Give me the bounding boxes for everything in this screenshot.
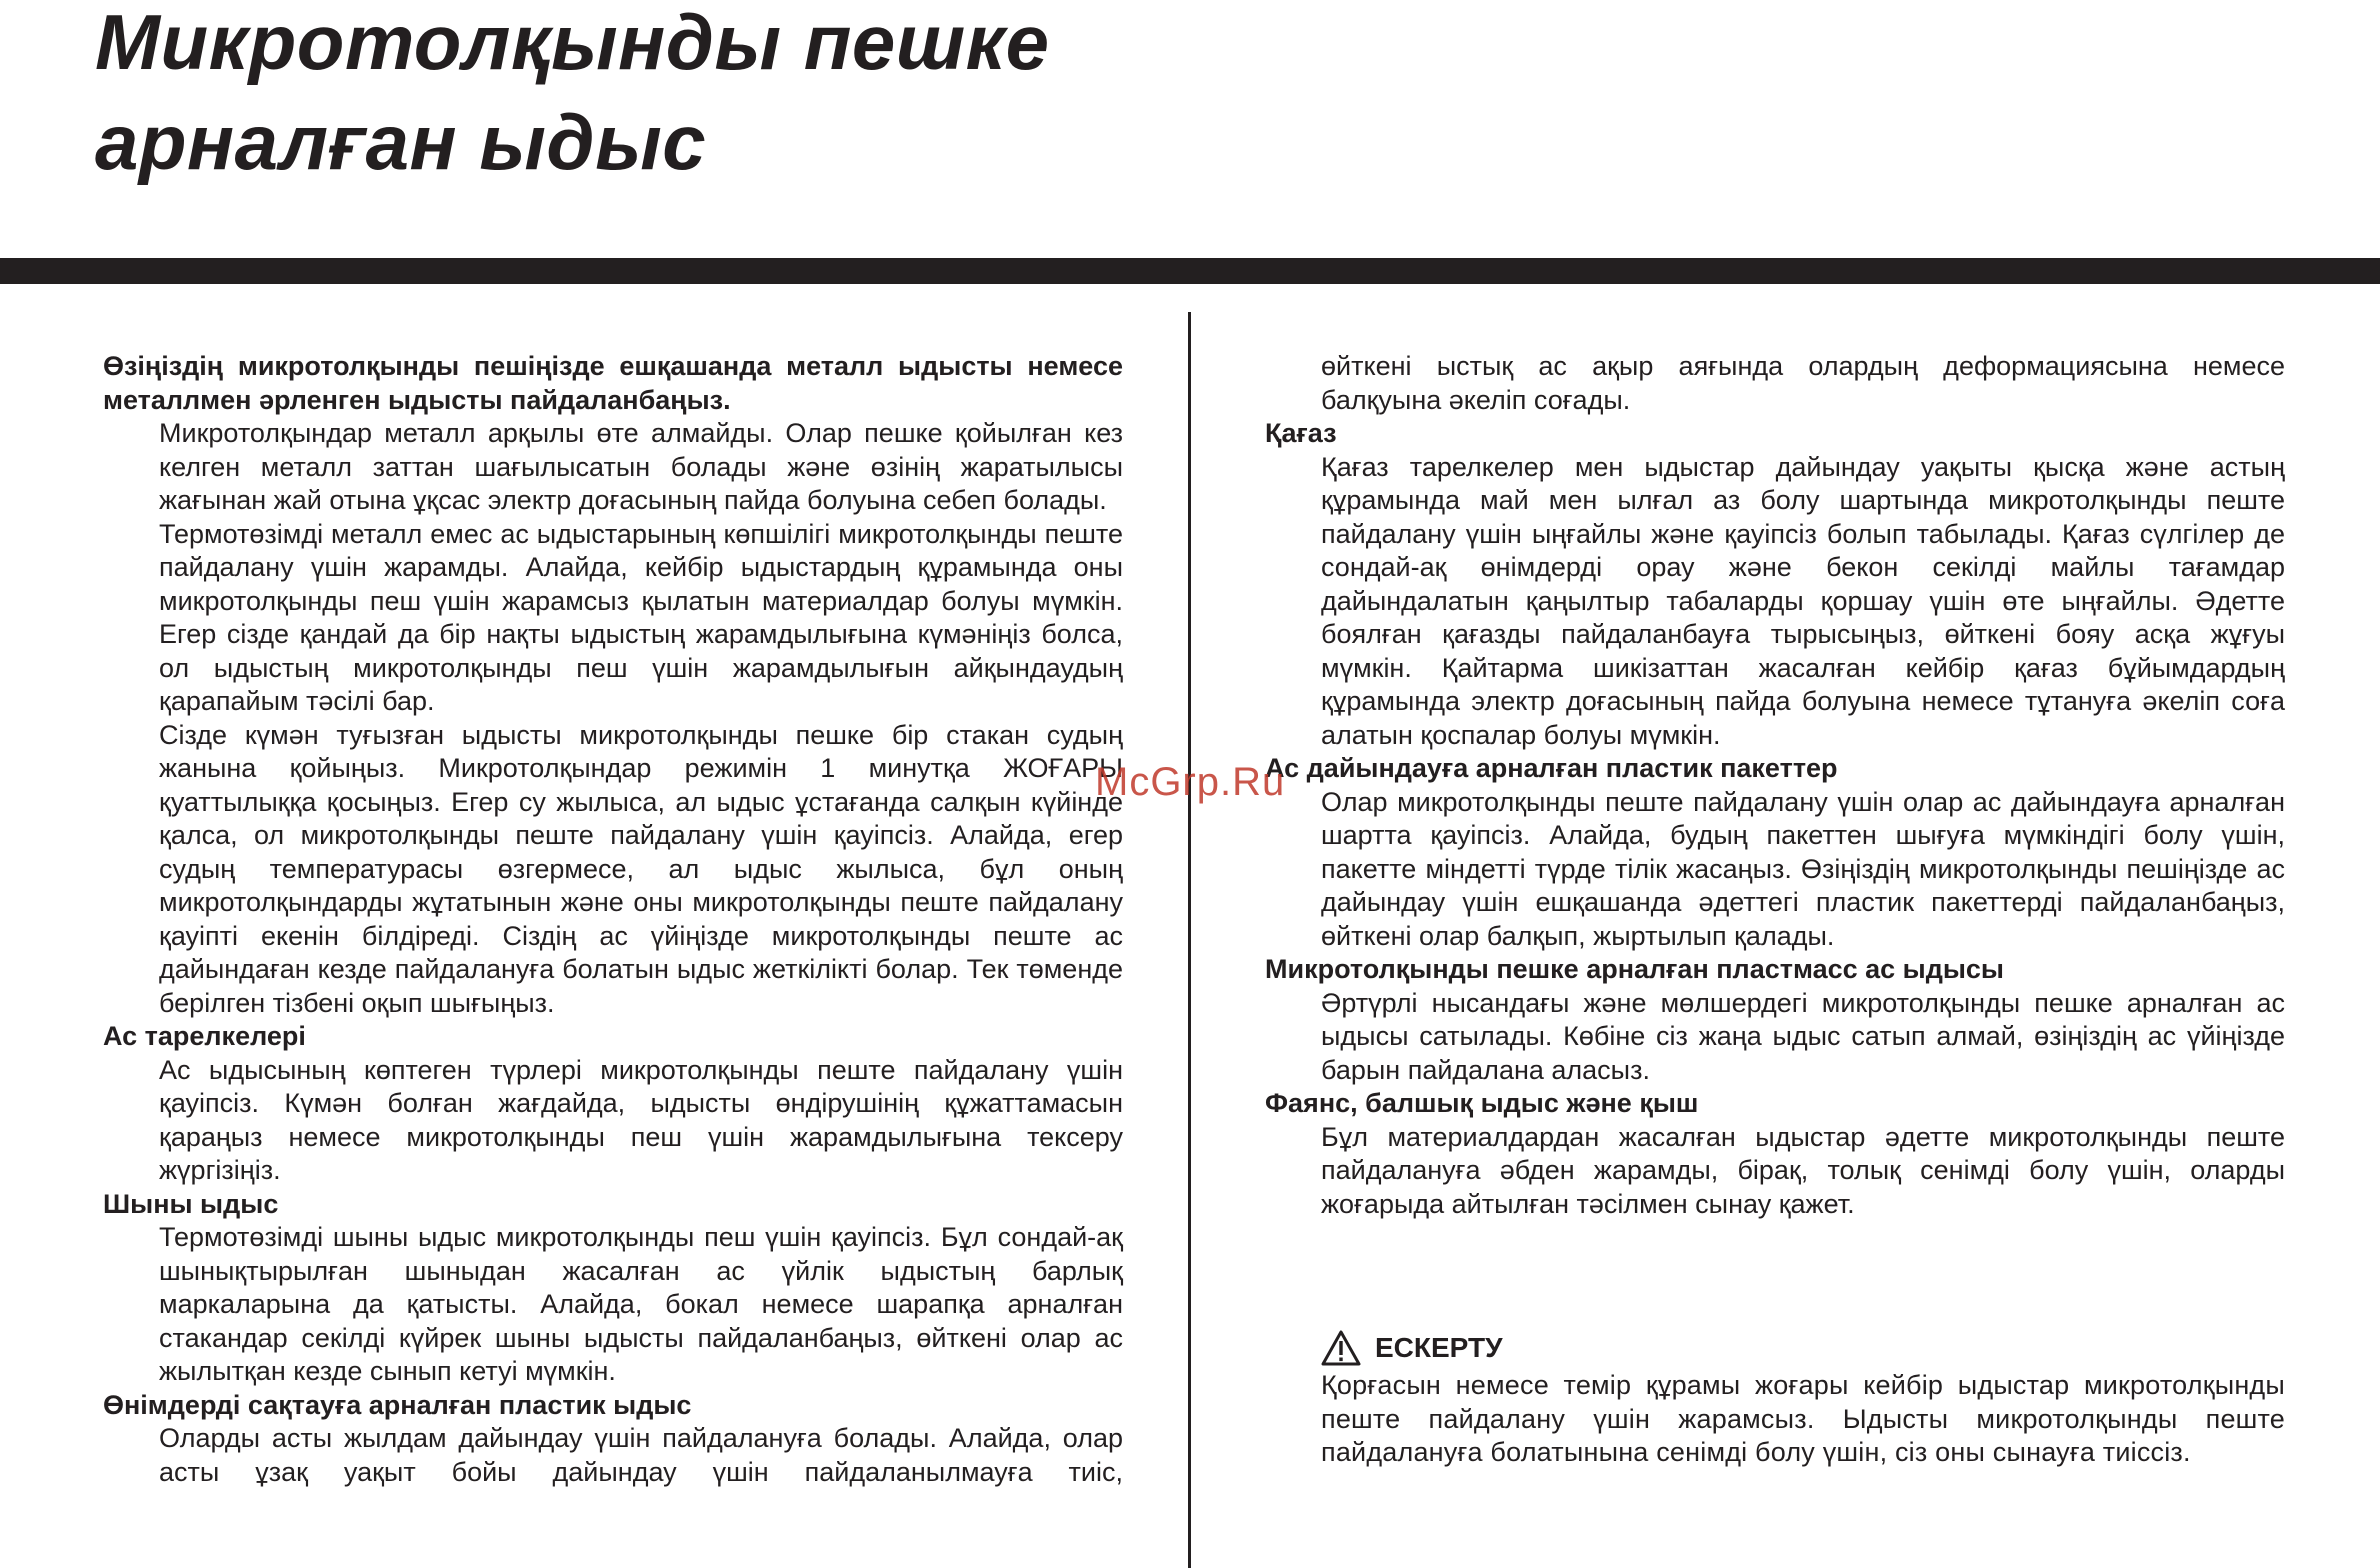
- warning-header: [1321, 1329, 2285, 1367]
- section-heading-cooking-bags: Ас дайындауға арналған пластик пакеттер: [1265, 753, 1838, 783]
- header-rule: [0, 258, 2380, 284]
- intro-paragraph-2: Термотөзімді металл емес ас ыдыстарының көпшілігі микротолқынды пеште пайдалану үшін жарамды. Алайда, кейбір ыдыстардың құрамында оны микротолқынды пеш үшін жарамсыз қылатын материалдар болуы мүмкін. Егер сізде қандай да бір нақты ыдыстың жарамдылығына күмәніңіз болса, ол ыдыстың микротолқынды пеш үшін жарамдылығын айқындаудың қарапайым тәсілі бар.: [159, 518, 1123, 716]
- section-text-glass: Термотөзімді шыны ыдыс микротолқынды пеш үшін қауіпсіз. Бұл сондай-ақ шынықтырылған шыныдан жасалған ас үйлік ыдыстың барлық маркаларына да қатысты. Алайда, бокал немесе шарапқа арналған стакандар секілді күйрек шыны ыдысты пайдаланбаңыз, өйткені олар ас жылытқан кезде сынып кетуі мүмкін.: [159, 1222, 1123, 1386]
- warning-title: ЕСКЕРТУ: [1375, 1332, 1503, 1364]
- warning-box: [1265, 1329, 2285, 1470]
- warning-triangle-icon: [1321, 1330, 1361, 1366]
- section-text-plates: Ас ыдысының көптеген түрлері микротолқынды пеште пайдалану үшін қауіпсіз. Күмән болған жағдайда, ыдысты өндірушінің құжаттамасын қараңыз немесе микротолқынды пеш үшін жарамдылығына тексеру жүргізіңіз.: [159, 1054, 1123, 1185]
- left-column: [103, 350, 1123, 1489]
- intro-heading: Өзіңіздің микротолқынды пешіңізде ешқашанда металл ыдысты немесе металлмен әрленген ыдысты пайдаланбаңыз.: [103, 351, 1123, 415]
- intro-paragraph-3: Сізде күмән туғызған ыдысты микротолқынды пешке бір стакан судың жанына қойыңыз. Микротолқындар режимін 1 минутқа ЖОҒАРЫ қуаттылыққа қосыңыз. Егер су жылыса, ал ыдыс ұстағанда салқын күйінде қалса, ол микротолқынды пеште пайдалану үшін қауіпсіз. Алайда, егер судың температурасы өзгермесе, ал ыдыс жылыса, бұл оның микротолқындарды жұтатынын және оны микротолқынды пеште пайдалану қауіпті екенін білдіреді. Сіздің ас үйіңізде микротолқынды пеште ас дайындаған кезде пайдалануға болатын ыдыс жеткілікті болар. Тек төменде берілген тізбені оқып шығыңыз.: [159, 719, 1123, 1018]
- page-title-line-1: Микротолқынды пешке: [95, 0, 1050, 86]
- warning-text: Қорғасын немесе темір құрамы жоғары кейбір ыдыстар микротолқынды пеште пайдалану үшін жарамсыз. Ыдысты микротолқынды пеште пайдалануға болатынына сенімді болу үшін, сіз оны сынауға тиіссіз.: [1321, 1370, 2285, 1467]
- section-heading-plates: Ас тарелкелері: [103, 1021, 306, 1051]
- section-heading-glass: Шыны ыдыс: [103, 1188, 279, 1219]
- intro-paragraph-1: Микротолқындар металл арқылы өте алмайды. Олар пешке қойылған кез келген металл заттан шағылысатын болады және өзінің жаратылысы жағынан жай отына ұқсас электр доғасының пайда болуына себеп болады.: [159, 418, 1123, 515]
- right-column: [1265, 350, 2285, 1470]
- column-divider: [1188, 312, 1191, 1568]
- section-text-ceramic: Бұл материалдардан жасалған ыдыстар әдетте микротолқынды пеште пайдалануға әбден жарамды, бірақ, толық сенімді болу үшін, оларды жоғарыда айтылған тәсілмен сынау қажет.: [1321, 1121, 2285, 1219]
- page-title-line-2: арналған ыдыс: [95, 98, 707, 186]
- section-text-paper: Қағаз тарелкелер мен ыдыстар дайындау уақыты қысқа және астың құрамында май мен ылғал аз болу шартында микротолқынды пеште пайдалану үшін ыңғайлы және қауіпсіз болып табылады. Қағаз сүлгілер де сондай-ақ өнімдерді орау және бекон секілді майлы тағамдар дайындалатын қаңылтыр табаларды қоршау үшін өте ыңғайлы. Әдетте боялған қағазды пайдаланбауға тырысыңыз, өйткені бояу асқа жұғуы мүмкін. Қайтарма шикізаттан жасалған кейбір қағаз бұйымдардың құрамында электр доғасының пайда болуына немесе тұтануға әкеліп соға алатын қоспалар болуы мүмкін.: [1321, 451, 2285, 750]
- section-text-storage-continued: өйткені ыстық ас ақыр аяғында олардың деформациясына немесе балқуына әкеліп соғады.: [1321, 351, 2285, 415]
- watermark-text: McGrp.Ru: [1095, 760, 1286, 804]
- section-text-microwave-plastic: Әртүрлі нысандағы және мөлшердегі микротолқынды пешке арналған ас ыдысы сатылады. Көбіне сіз жаңа ыдыс сатып алмай, өзіңіздің ас үйіңізде барын пайдалана аласыз.: [1321, 987, 2285, 1085]
- section-text-storage: Оларды асты жылдам дайындау үшін пайдалануға болады. Алайда, олар асты ұзақ уақыт бойы дайындау үшін пайдаланылмауға тиіс,: [159, 1423, 1123, 1487]
- section-heading-paper: Қағаз: [1265, 418, 1337, 448]
- section-heading-microwave-plastic: Микротолқынды пешке арналған пластмасс ас ыдысы: [1265, 954, 2004, 984]
- section-heading-storage: Өнімдерді сақтауға арналған пластик ыдыс: [103, 1389, 692, 1420]
- page-title: [95, 0, 1050, 192]
- section-text-cooking-bags: Олар микротолқынды пеште пайдалану үшін олар ас дайындауға арналған шартта қауіпсіз. Алайда, будың пакеттен шығуға мүмкіндігі болу үшін, пакетте міндетті түрде тілік жасаңыз. Өзіңіздің микротолқынды пешіңізде ас дайындау үшін ешқашанда әдеттегі пластик пакеттерді пайдаланбаңыз, өйткені олар балқып, жыртылып қалады.: [1321, 786, 2285, 951]
- section-heading-ceramic: Фаянс, балшық ыдыс және қыш: [1265, 1088, 1699, 1118]
